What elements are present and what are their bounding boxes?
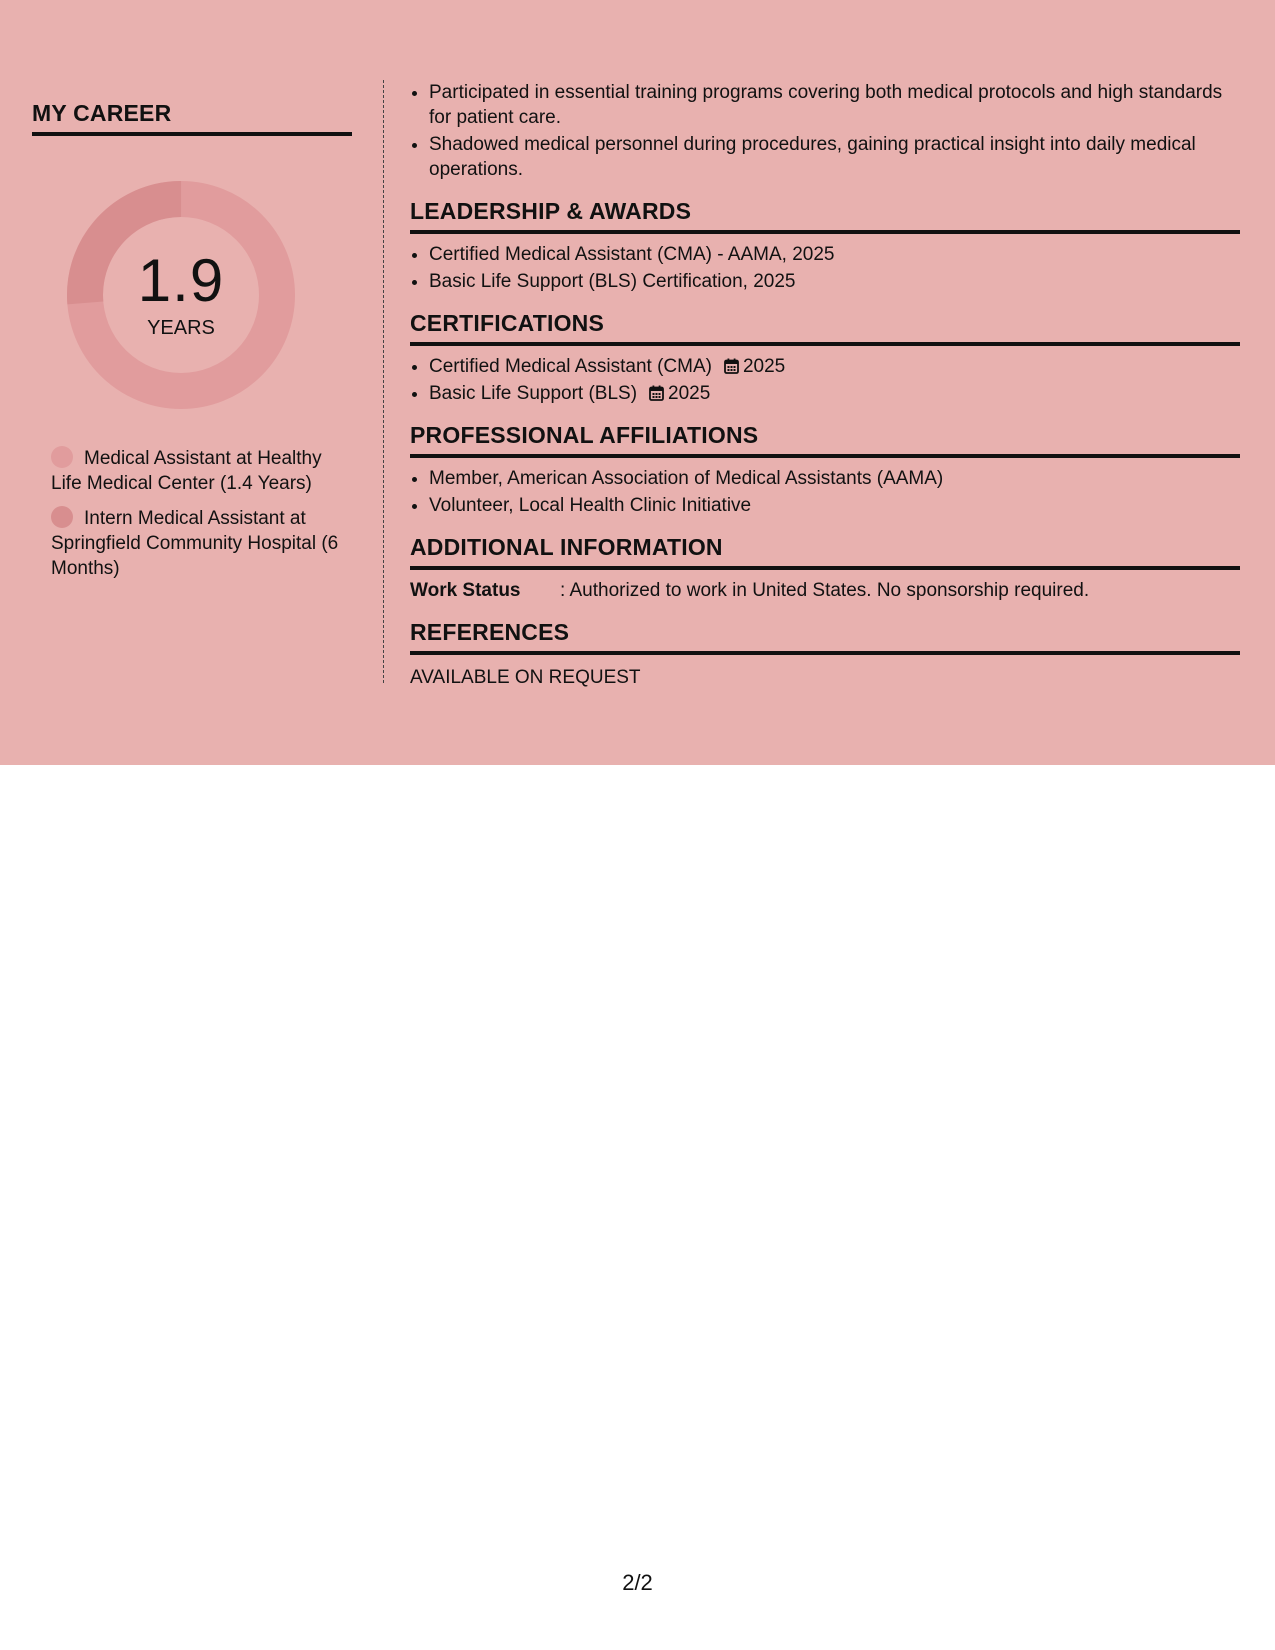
- leadership-section: [410, 198, 1240, 294]
- legend-label: Intern Medical Assistant at Springfield Community Hospital (6 Months): [51, 508, 339, 579]
- legend-dot-2: [51, 506, 73, 528]
- career-title: MY CAREER: [32, 100, 352, 136]
- additional-title: ADDITIONAL INFORMATION: [410, 534, 1240, 570]
- work-status-label: Work Status: [410, 580, 521, 601]
- leadership-title: LEADERSHIP & AWARDS: [410, 198, 1240, 234]
- calendar-icon: [724, 358, 739, 374]
- list-item: • Shadowed medical personnel during procedures, gaining practical insight into daily medical operations.: [429, 132, 1240, 182]
- certifications-section: [410, 310, 1240, 406]
- affiliations-list: [410, 466, 1240, 518]
- references-text: AVAILABLE ON REQUEST: [410, 667, 641, 688]
- legend-dot-1: [51, 446, 73, 468]
- certification-name: Basic Life Support (BLS): [429, 383, 638, 404]
- total-years-value: 1.9: [137, 246, 225, 314]
- list-item: • Basic Life Support (BLS) Certification, 2025: [429, 269, 1240, 294]
- column-divider: [383, 80, 384, 683]
- certifications-title: CERTIFICATIONS: [410, 310, 1240, 346]
- legend-label: Medical Assistant at Healthy Life Medical Center (1.4 Years): [51, 448, 322, 494]
- work-status-value: : Authorized to work in United States. No sponsorship required.: [560, 580, 1090, 601]
- certification-name: Certified Medical Assistant (CMA): [429, 356, 712, 377]
- calendar-icon: [649, 385, 664, 401]
- career-donut-chart: [66, 180, 296, 410]
- experience-bullets: [410, 80, 1240, 182]
- page-number: 2/2: [622, 1570, 653, 1595]
- references-section: [410, 619, 1240, 690]
- career-column: [32, 80, 352, 591]
- list-item: [429, 354, 1240, 379]
- references-title: REFERENCES: [410, 619, 1240, 655]
- leadership-list: [410, 242, 1240, 294]
- career-legend: [51, 446, 341, 581]
- list-item: [429, 381, 1240, 406]
- certifications-list: [410, 354, 1240, 406]
- list-item: • Participated in essential training programs covering both medical protocols and high standards for patient care.: [429, 80, 1240, 130]
- list-item: • Member, American Association of Medical Assistants (AAMA): [429, 466, 1240, 491]
- legend-item: [51, 446, 341, 496]
- details-column: [410, 80, 1240, 690]
- work-status-row: [410, 578, 1240, 603]
- certification-year: 2025: [668, 383, 711, 404]
- donut-center: [66, 180, 296, 410]
- legend-item: [51, 506, 341, 581]
- list-item: • Volunteer, Local Health Clinic Initiative: [429, 493, 1240, 518]
- affiliations-section: [410, 422, 1240, 518]
- certification-year: 2025: [742, 356, 786, 377]
- list-item: • Certified Medical Assistant (CMA) - AAMA, 2025: [429, 242, 1240, 267]
- affiliations-title: PROFESSIONAL AFFILIATIONS: [410, 422, 1240, 458]
- total-years-unit: YEARS: [147, 316, 215, 339]
- additional-section: [410, 534, 1240, 603]
